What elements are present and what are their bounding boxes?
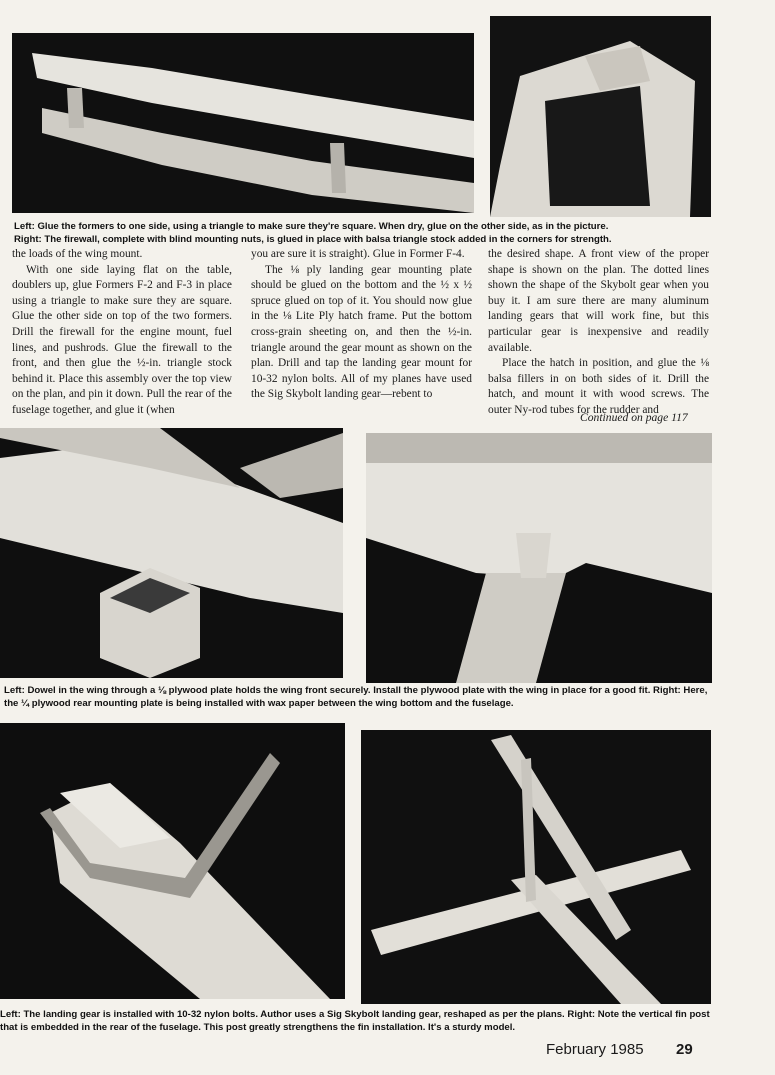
caption-middle: Left: Dowel in the wing through a ⅛ plywood plate holds the wing front securely. Install the plywood plate with the wing in place for a good fit. Right: Here, the ¼ plywood rear mounting plate is being installed with wax paper between the wing bottom and the fuselage. xyxy=(4,685,708,709)
page-number: 29 xyxy=(676,1041,693,1058)
caption-top-left: Left: Glue the formers to one side, using a triangle to make sure they're square. When dry, glue on the other side, as in the picture. xyxy=(14,221,609,232)
col3-para-2: Place the hatch in position, and glue the ⅛ balsa fillers in on both sides of it. Drill the hatch, and mount it with wood screws. The outer Ny-rod tubes for the rudder and xyxy=(488,357,709,416)
photo-fin-post xyxy=(361,730,711,1004)
col2-para-2: The ⅛ ply landing gear mounting plate should be glued on the bottom and the ½ x ½ spruce glued on top of it. You should now glue in the ⅛ Lite Ply hatch frame. Put the bottom cross-grain sheeting on, and then the ½-in. triangle around the gear mount as shown on the plan. Drill and tap the landing gear mount for 10-32 nylon bolts. All of my planes have used the Sig Skybolt landing gear—rebent to xyxy=(251,263,472,401)
caption-bottom: Left: The landing gear is installed with 10-32 nylon bolts. Author uses a Sig Skybolt landing gear, reshaped as per the plans. Right: Note the vertical fin post that is embedded in the rear of the fuselage. This post greatly strengthens the fin installation. It's a sturdy model. xyxy=(0,1009,710,1033)
article-column-1 xyxy=(12,247,232,419)
article-column-2 xyxy=(251,247,472,403)
continued-note: Continued on page 117 xyxy=(580,411,688,424)
caption-top-right: Right: The firewall, complete with blind mounting nuts, is glued in place with balsa triangle stock added in the corners for strength. xyxy=(14,233,612,245)
photo-landing-gear xyxy=(0,723,345,999)
col2-para-1: you are sure it is straight). Glue in Former F-4. xyxy=(251,248,465,260)
photo-wing-dowel-plate xyxy=(0,428,343,678)
col3-para-1: the desired shape. A front view of the proper shape is shown on the plan. The dotted lines shown the shape of the Skybolt gear when you buy it. I am sure there are many aluminum landing gears that will work fine, but this particular gear is inexpensive and readily available. xyxy=(488,248,709,354)
photo-firewall xyxy=(490,16,711,217)
issue-date: February 1985 xyxy=(546,1041,644,1058)
photo-rear-mounting-plate xyxy=(366,433,712,683)
col1-para-1: the loads of the wing mount. xyxy=(12,248,143,260)
photo-fuselage-sides-formers xyxy=(12,33,474,213)
article-column-3 xyxy=(488,247,709,419)
caption-top xyxy=(14,221,714,246)
col1-para-2: With one side laying flat on the table, doublers up, glue Formers F-2 and F-3 in place using a triangle to make sure they are square. Glue the other side on top of the two formers. Drill the firewall for the engine mount, fuel lines, and pushrods. Glue the firewall to the front, and then glue the ½-in. triangle stock behind it. Place this assembly over the top view on the plan, and pin it down. Pull the rear of the fuselage together, and glue it (when xyxy=(12,263,232,416)
